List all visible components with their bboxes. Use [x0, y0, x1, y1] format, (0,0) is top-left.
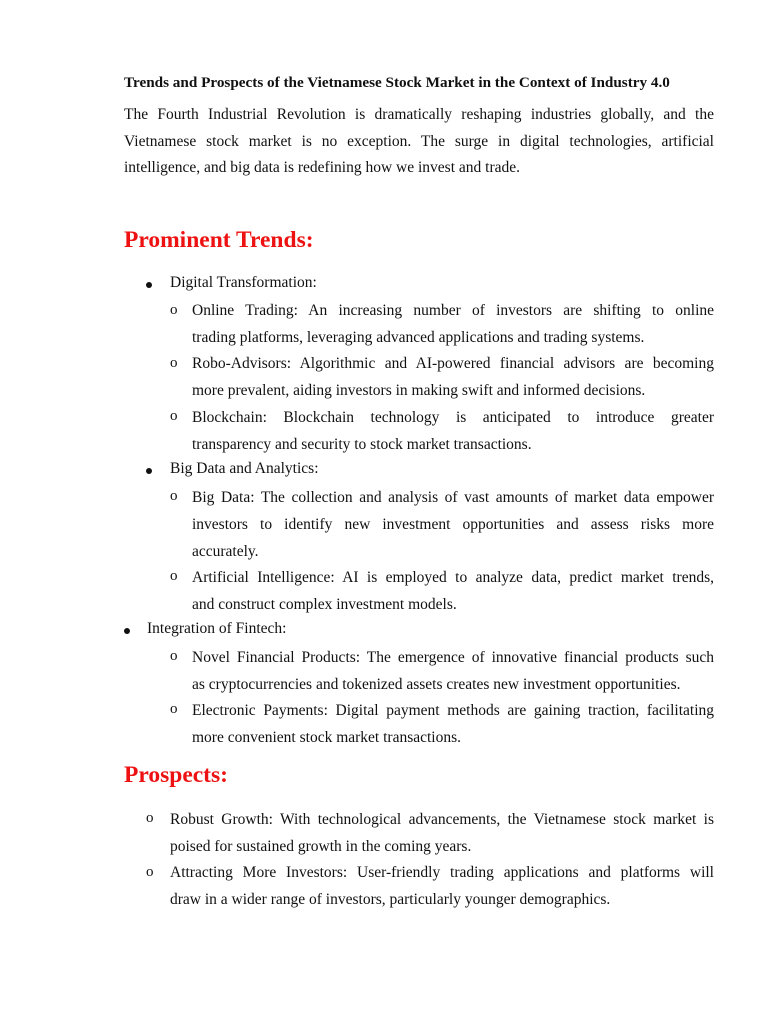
item-line: Electronic Payments: Digital payment methods are gaining traction, facilitating [192, 702, 714, 719]
item-line: Blockchain: Blockchain technology is anticipated to introduce greater [192, 409, 714, 426]
item-line: Attracting More Investors: User-friendly trading applications and platforms will [170, 864, 714, 881]
list-item-artificial-intelligence [192, 564, 714, 618]
item-line: Artificial Intelligence: AI is employed to analyze data, predict market trends, [192, 569, 714, 586]
section-label-digital-transformation: Digital Transformation: [170, 274, 317, 291]
list-item-big-data [192, 484, 714, 565]
sub-bullet-marker: o [170, 302, 178, 318]
item-line: and construct complex investment models. [192, 596, 457, 613]
list-item-blockchain [192, 404, 714, 458]
item-line: poised for sustained growth in the coming years. [170, 838, 472, 855]
item-line: Robo-Advisors: Algorithmic and AI-powered financial advisors are becoming [192, 355, 714, 372]
sub-bullet-marker: o [170, 568, 178, 584]
bullet-marker [146, 468, 152, 474]
sub-bullet-marker: o [170, 701, 178, 717]
sub-bullet-marker: o [170, 355, 178, 371]
list-item-robo-advisors [192, 350, 714, 404]
intro-line: intelligence, and big data is redefining how we invest and trade. [124, 159, 520, 176]
sub-bullet-marker: o [146, 810, 154, 826]
section-label-fintech: Integration of Fintech: [147, 620, 287, 637]
document-title: Trends and Prospects of the Vietnamese Stock Market in the Context of Industry 4.0 [124, 74, 670, 91]
item-line: Robust Growth: With technological advancements, the Vietnamese stock market is [170, 811, 714, 828]
item-line: Novel Financial Products: The emergence of innovative financial products such [192, 649, 714, 666]
intro-line: The Fourth Industrial Revolution is dramatically reshaping industries globally, and the [124, 106, 714, 123]
intro-paragraph [124, 102, 714, 182]
trends-heading: Prominent Trends: [124, 227, 314, 253]
item-line: trading platforms, leveraging advanced applications and trading systems. [192, 329, 645, 346]
bullet-marker [146, 282, 152, 288]
item-line: more prevalent, aiding investors in making swift and informed decisions. [192, 382, 646, 399]
sub-bullet-marker: o [170, 408, 178, 424]
intro-line: Vietnamese stock market is no exception. The surge in digital technologies, artificial [124, 132, 714, 150]
sub-bullet-marker: o [146, 864, 154, 880]
item-line: accurately. [192, 543, 259, 560]
item-line: investors to identify new investment opportunities and assess risks more [192, 516, 714, 533]
item-line: Online Trading: An increasing number of investors are shifting to online [192, 302, 714, 319]
prospects-heading: Prospects: [124, 762, 228, 788]
list-item-robust-growth [170, 806, 714, 860]
sub-bullet-marker: o [170, 648, 178, 664]
list-item-electronic-payments [192, 697, 714, 751]
sub-bullet-marker: o [170, 488, 178, 504]
list-item-attracting-investors [170, 859, 714, 913]
item-line: transparency and security to stock market transactions. [192, 436, 532, 453]
list-item-novel-financial-products [192, 644, 714, 698]
list-item-online-trading [192, 297, 714, 351]
item-line: as cryptocurrencies and tokenized assets creates new investment opportunities. [192, 676, 681, 693]
bullet-marker [124, 628, 130, 634]
section-label-big-data-analytics: Big Data and Analytics: [170, 460, 319, 477]
item-line: draw in a wider range of investors, particularly younger demographics. [170, 891, 611, 908]
item-line: Big Data: The collection and analysis of vast amounts of market data empower [192, 489, 714, 506]
item-line: more convenient stock market transactions. [192, 729, 462, 746]
